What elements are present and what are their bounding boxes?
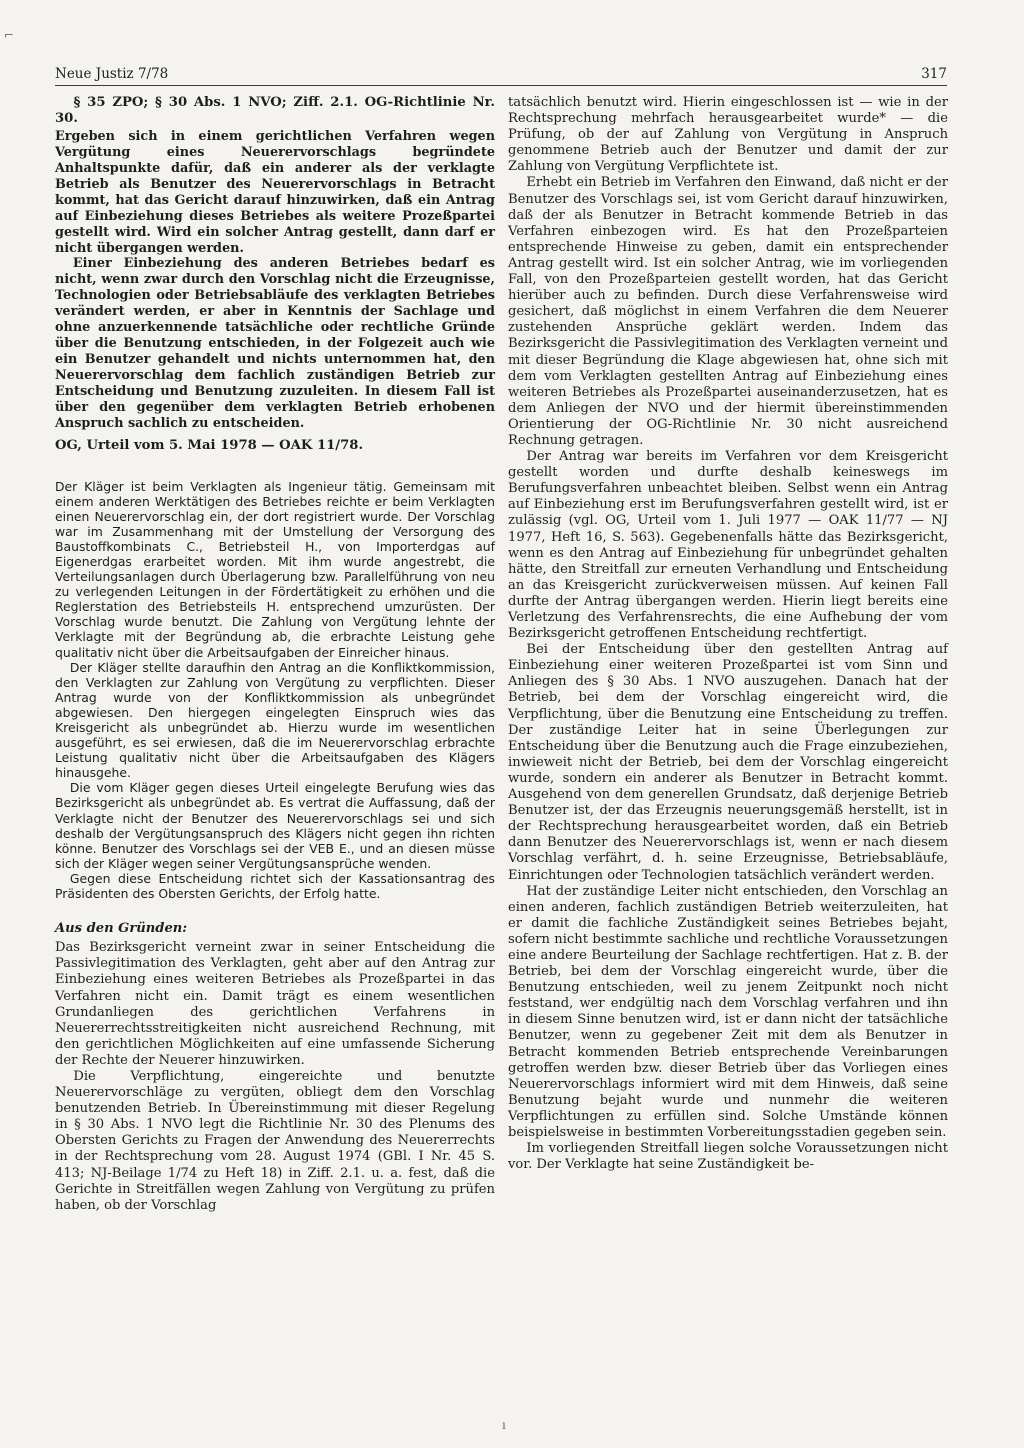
headnote-paragraph: Einer Einbeziehung des anderen Betriebes bedarf es nicht, wenn zwar durch den Vorschlag nicht die Erzeugnisse, Technologien oder Betriebsabläufe des verklagten Betriebes verändert werden, er aber in Kenntnis der Sachlage und ohne anzuerkennende tatsächliche oder rechtliche Gründe über die Benutzung entschieden, in der Folgezeit auch wie ein Benutzer gehandelt und nichts unternommen hat, den Neuerervorschlag dem fachlich zuständigen Betrieb zur Entscheidung und Benutzung zuzuleiten. In diesem Fall ist über den gegenüber dem verklagten Betrieb erhobenen Anspruch sachlich zu entscheiden. [55, 256, 495, 431]
facts-of-case [55, 479, 495, 902]
body-paragraph: tatsächlich benutzt wird. Hierin eingeschlossen ist — wie in der Rechtsprechung mehrfach herausgearbeitet wurde* — die Prüfung, ob der auf Zahlung von Vergütung in Anspruch genommene Betrieb auch der Benutzer und damit der zur Zahlung von Vergütung Verpflichtete ist. [508, 95, 948, 175]
body-paragraph: Bei der Entscheidung über den gestellten Antrag auf Einbeziehung einer weiteren Prozeßpartei ist vom Sinn und Anliegen des § 30 Abs. 1 NVO auszugehen. Danach hat der Betrieb, bei dem der Vorschlag eingereicht wird, die Verpflichtung, über die Benutzung eine Entscheidung zu treffen. Der zuständige Leiter hat in seine Überlegungen zur Entscheidung über die Benutzung auch die Frage einzubeziehen, inwieweit nicht der Betrieb, bei dem der Vorschlag eingereicht wurde, sondern ein anderer als Benutzer in Betracht kommt. Ausgehend von dem generellen Grundsatz, daß derjenige Betrieb Benutzer ist, der das Erzeugnis neuerungsgemäß herstellt, ist in der Rechtsprechung herausgearbeitet worden, daß ein Betrieb dann Benutzer des Neuerervorschlags ist, wenn er nach diesem Vorschlag verfährt, d. h. seine Erzeugnisse, Betriebsabläufe, Einrichtungen oder Technologien tatsächlich verändert werden. [508, 642, 948, 883]
reasons-heading: Aus den Gründen: [55, 921, 188, 937]
reasons-paragraph: Die Verpflichtung, eingereichte und benutzte Neuerervorschläge zu vergüten, obliegt dem den Vorschlag benutzenden Betrieb. In Übereinstimmung mit dieser Regelung in § 30 Abs. 1 NVO legt die Richtlinie Nr. 30 des Plenums des Obersten Gerichts zu Fragen der Anwendung des Neuererrechts in der Rechtsprechung vom 28. August 1974 (GBl. I Nr. 45 S. 413; NJ-Beilage 1/74 zu Heft 18) in Ziff. 2.1. u. a. fest, daß die Gerichte in Streitfällen wegen Zahlung von Vergütung zu prüfen haben, ob der Vorschlag [55, 1068, 495, 1213]
scan-corner-mark: ⌐ [4, 28, 15, 42]
scan-mark: ı [502, 1418, 506, 1432]
body-paragraph: Hat der zuständige Leiter nicht entschieden, den Vorschlag an einen anderen, fachlich zuständigen Betrieb weiterzuleiten, hat er damit die fachliche Zuständigkeit seines Betriebes bejaht, sofern nicht bestimmte sachliche und rechtliche Voraussetzungen eine andere Beurteilung der Sachlage rechtfertigen. Hat z. B. der Betrieb, bei dem der Vorschlag eingereicht wurde, über die Benutzung entschieden, weil zu jenem Zeitpunkt noch nicht feststand, wer endgültig nach dem Vorschlag verfahren und ihn in diesem Sinne benutzen wird, ist er dann nicht der tatsächliche Benutzer, wenn zu gegebener Zeit mit dem als Benutzer in Betracht kommenden Betrieb entsprechende Vereinbarungen getroffen werden bzw. dieser Betrieb über das Vorliegen eines Neuerervorschlags informiert wird mit dem Hinweis, daß seine Benutzung bejaht wurde und nunmehr die weiteren Verpflichtungen zu erfüllen sind. Solche Umstände können beispielsweise in bestimmten Vorbereitungsstadien gegeben sein. [508, 883, 948, 1140]
page-number: 317 [921, 66, 947, 82]
decision-citation: OG, Urteil vom 5. Mai 1978 — OAK 11/78. [55, 438, 364, 454]
reasons-paragraph: Das Bezirksgericht verneint zwar in seiner Entscheidung die Passivlegitimation des Verklagten, geht aber auf den Antrag zur Einbeziehung eines weiteren Betriebes als Prozeßpartei in das Verfahren nicht ein. Damit trägt es einem wesentlichen Grundanliegen des gerichtlichen Verfahrens in Neuererrechtsstreitigkeiten nicht ausreichend Rechnung, mit den gerichtlichen Möglichkeiten auf eine umfassende Sicherung der Rechte der Neuerer hinzuwirken. [55, 940, 495, 1068]
running-header [55, 66, 947, 86]
facts-paragraph: Gegen diese Entscheidung richtet sich der Kassationsantrag des Präsidenten des Obersten Gerichts, der Erfolg hatte. [55, 870, 495, 902]
headnote-citation: § 35 ZPO; § 30 Abs. 1 NVO; Ziff. 2.1. OG-Richtlinie Nr. 30. [55, 95, 495, 127]
journal-issue: Neue Justiz 7/78 [55, 66, 169, 82]
headnote [55, 129, 495, 431]
facts-paragraph: Der Kläger ist beim Verklagten als Ingenieur tätig. Gemeinsam mit einem anderen Werktätigen des Betriebes reichte er beim Verklagten einen Neuerervorschlag ein, der dort registriert wurde. Der Vorschlag war im Zusammenhang mit der Umstellung der Versorgung des Baustoffkombinats C., Betriebsteil H., von Importerdgas auf Eigenerdgas erarbeitet worden. Mit ihm wurde angestrebt, die Verteilungsanlagen durch Überlagerung bzw. Parallelführung von neu zu verlegenden Leitungen in der Fördertätigkeit zu erhöhen und die Reglerstation des Betriebsteils H. entsprechend umzurüsten. Der Vorschlag wurde benutzt. Die Zahlung von Vergütung lehnte der Verklagte mit der Begründung ab, die erbrachte Leistung gehe qualitativ nicht über die Arbeitsaufgaben der Einreicher hinaus. [55, 478, 495, 660]
facts-paragraph: Die vom Kläger gegen dieses Urteil eingelegte Berufung wies das Bezirksgericht als unbegründet ab. Es vertrat die Auffassung, daß der Verklagte nicht der Benutzer des Neuerervorschlags sei und sich deshalb der Vergütungsanspruch des Klägers nicht gegen ihn richten könne. Benutzer des Vorschlags sei der VEB E., und an diesen müsse sich der Kläger wegen seiner Vergütungsansprüche wenden. [55, 780, 495, 871]
right-column [508, 95, 948, 1173]
body-paragraph: Der Antrag war bereits im Verfahren vor dem Kreisgericht gestellt worden und durfte deshalb keineswegs im Berufungsverfahren unbeachtet bleiben. Selbst wenn ein Antrag auf Einbeziehung erst im Berufungsverfahren gestellt wird, ist er zulässig (vgl. OG, Urteil vom 1. Juli 1977 — OAK 11/77 — NJ 1977, Heft 16, S. 563). Gegebenenfalls hätte das Bezirksgericht, wenn es den Antrag auf Einbeziehung für unbegründet gehalten hätte, den Streitfall zur erneuten Verhandlung und Entscheidung an das Kreisgericht zurückverweisen müssen. Auf keinen Fall durfte der Antrag übergangen werden. Hierin liegt bereits eine Verletzung des Verfahrensrechts, die eine Aufhebung der vom Bezirksgericht getroffenen Entscheidung rechtfertigt. [508, 449, 948, 642]
body-paragraph: Im vorliegenden Streitfall liegen solche Voraussetzungen nicht vor. Der Verklagte hat seine Zuständigkeit be- [508, 1141, 948, 1173]
left-column [55, 95, 495, 1214]
headnote-paragraph: Ergeben sich in einem gerichtlichen Verfahren wegen Vergütung eines Neuerervorschlags begründete Anhaltspunkte dafür, daß ein anderer als der verklagte Betrieb als Benutzer des Neuerervorschlags in Betracht kommt, hat das Gericht darauf hinzuwirken, daß ein Antrag auf Einbeziehung dieses Betriebes als weitere Prozeßpartei gestellt wird. Wird ein solcher Antrag gestellt, dann darf er nicht übergangen werden. [55, 129, 495, 256]
facts-paragraph: Der Kläger stellte daraufhin den Antrag an die Konfliktkommission, den Verklagten zur Zahlung von Vergütung zu verpflichten. Dieser Antrag wurde von der Konfliktkommission als unbegründet abgewiesen. Den hiergegen eingelegten Einspruch wies das Kreisgericht als unbegründet ab. Hierzu wurde im wesentlichen ausgeführt, es sei erwiesen, daß die im Neuerervorschlag erbrachte Leistung qualitativ nicht über die Arbeitsaufgaben des Klägers hinausgehe. [55, 659, 495, 781]
body-paragraph: Erhebt ein Betrieb im Verfahren den Einwand, daß nicht er der Benutzer des Vorschlags sei, ist vom Gericht darauf hinzuwirken, daß der als Benutzer in Betracht kommende Betrieb in das Verfahren einbezogen wird. Es hat den Prozeßparteien entsprechende Hinweise zu geben, damit ein entsprechender Antrag gestellt wird. Ist ein solcher Antrag, wie im vorliegenden Fall, von den Prozeßparteien gestellt worden, hat das Gericht hierüber auch zu befinden. Durch diese Verfahrensweise wird gesichert, daß möglichst in einem Verfahren die dem Neuerer zustehenden Ansprüche geklärt werden. Indem das Bezirksgericht die Passivlegitimation des Verklagten verneint und mit dieser Begründung die Klage abgewiesen hat, ohne sich mit dem vom Verklagten gestellten Antrag auf Einbeziehung eines weiteren Betriebes als Prozeßpartei auseinanderzusetzen, hat es dem Anliegen der NVO und der hiermit übereinstimmenden Orientierung der OG-Richtlinie Nr. 30 nicht ausreichend Rechnung getragen. [508, 175, 948, 448]
